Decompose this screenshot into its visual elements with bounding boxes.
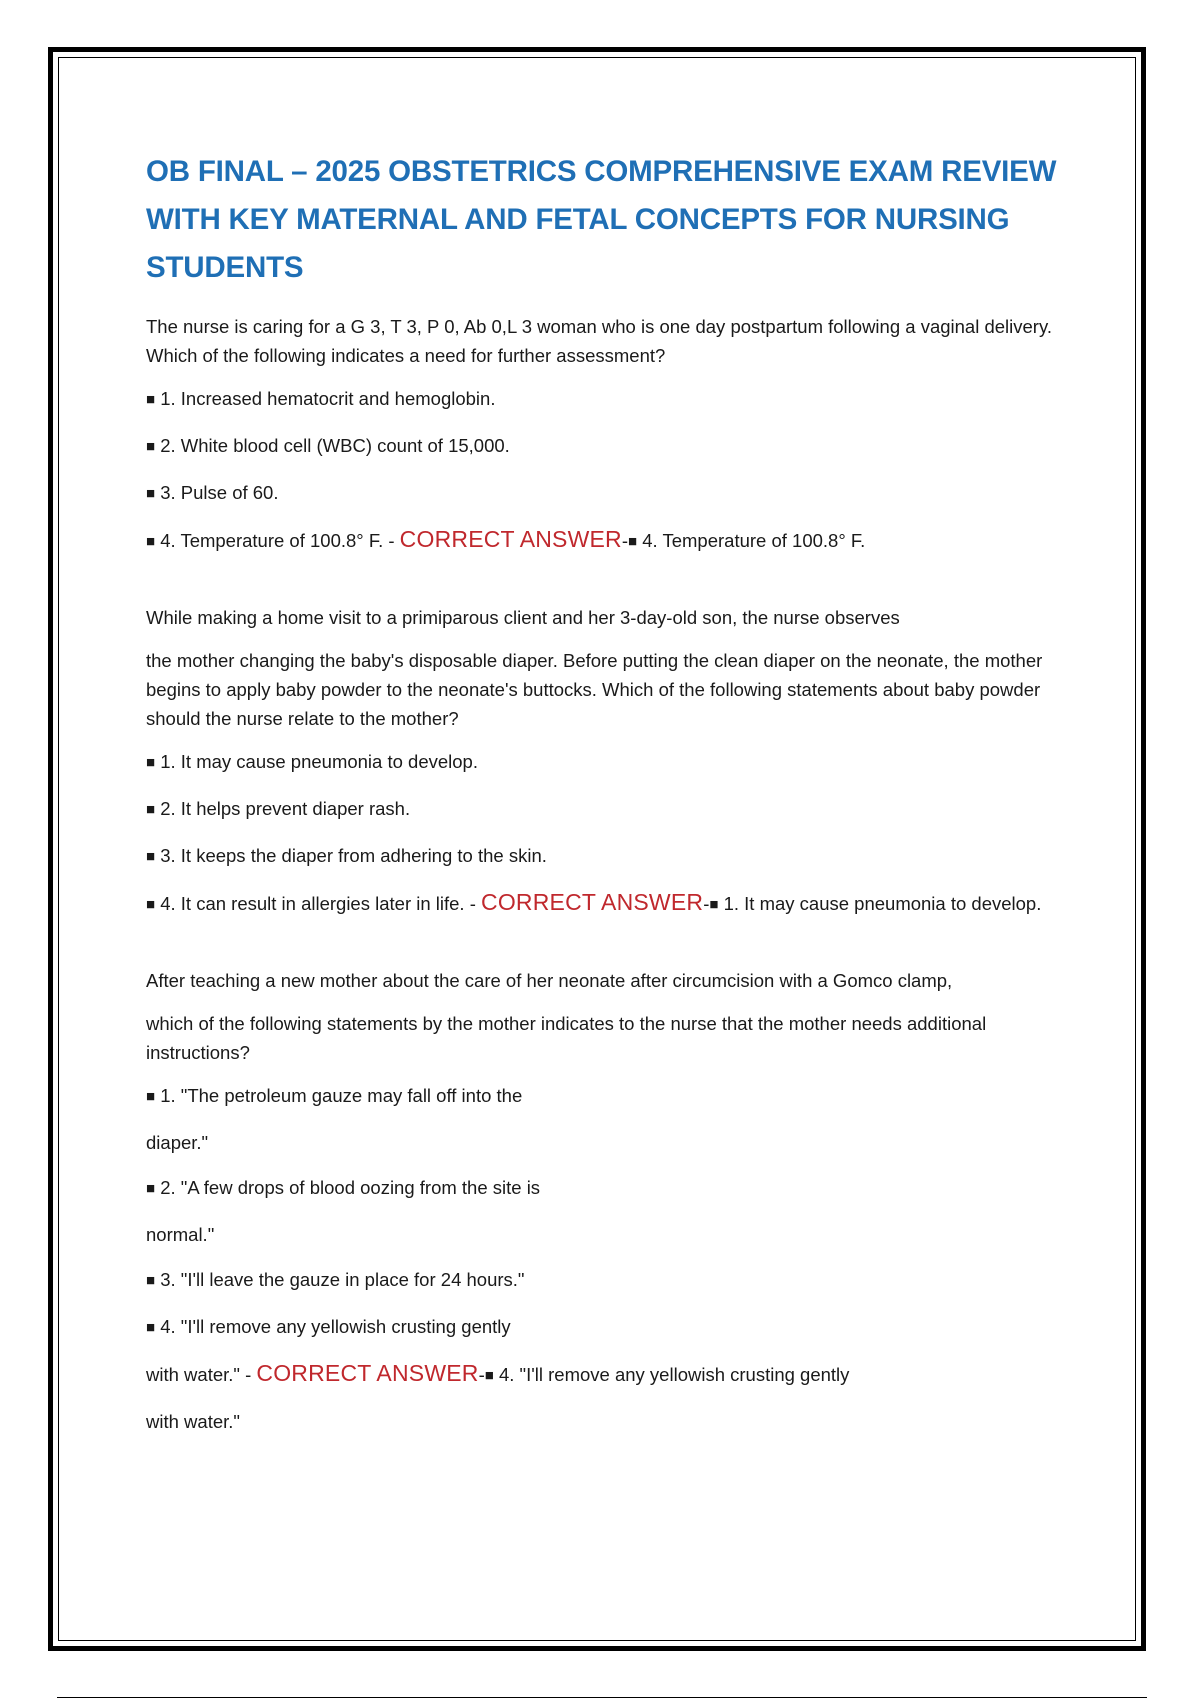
option-text: 4. "I'll remove any yellowish crusting gently [160,1316,511,1337]
correct-answer-label: CORRECT ANSWER [481,889,704,915]
question-3-stem-rest: which of the following statements by the mother indicates to the nurse that the mother needs additional instructions? [146,1013,987,1063]
answer-separator: - [703,893,710,914]
answer-text: 1. It may cause pneumonia to develop. [723,893,1042,914]
question-3-option-1-cont: diaper." [146,1132,209,1153]
question-2-option-2 [146,794,1066,825]
document-title: OB FINAL – 2025 OBSTETRICS COMPREHENSIVE EXAM REVIEW WITH KEY MATERNAL AND FETAL CONCEPTS FOR NURSING STUDENTS [146,155,1057,284]
question-1-option-1 [146,384,1066,415]
question-1-option-3 [146,478,1066,509]
option-text: 3. "I'll leave the gauze in place for 24 hours." [160,1269,525,1290]
bullet-icon: ■ [146,848,156,865]
option-text: 4. Temperature of 100.8° F. - [160,530,395,551]
correct-answer-label: CORRECT ANSWER [399,526,622,552]
document-body [146,148,1066,1452]
bullet-icon: ■ [709,896,719,913]
bullet-icon: ■ [146,754,156,771]
answer-separator: - [621,530,629,551]
question-1-stem: The nurse is caring for a G 3, T 3, P 0, Ab 0,L 3 woman who is one day postpartum following a vaginal delivery. Which of the following indicates a need for further assessment? [146,316,1052,366]
bullet-icon: ■ [146,1319,156,1336]
bullet-icon: ■ [146,1272,156,1289]
question-2-option-1 [146,747,1066,778]
bullet-icon: ■ [146,533,156,550]
answer-separator: - [478,1364,485,1385]
bullet-icon: ■ [146,801,156,818]
question-3-option-4 [146,1312,1066,1343]
answer-text: 4. Temperature of 100.8° F. [642,530,866,551]
bullet-icon: ■ [628,533,638,550]
option-text: 2. It helps prevent diaper rash. [160,798,411,819]
question-2-option-3 [146,841,1066,872]
question-3-answer-cont: with water." [146,1411,240,1432]
question-3-option-2 [146,1173,1066,1204]
question-3-option-4-cont-with-answer [146,1359,1066,1391]
question-3-option-3 [146,1265,1066,1296]
bullet-icon: ■ [146,896,156,913]
bullet-icon: ■ [146,1088,156,1105]
option-text: 4. It can result in allergies later in life. - [160,893,476,914]
question-1-option-4-with-answer [146,525,1066,557]
option-text: 1. Increased hematocrit and hemoglobin. [160,388,496,409]
page-footer-rule [57,1697,1147,1698]
bullet-icon: ■ [146,438,156,455]
option-text: 1. "The petroleum gauze may fall off into the [160,1085,523,1106]
bullet-icon: ■ [146,1180,156,1197]
question-3-stem-line-1: After teaching a new mother about the care of her neonate after circumcision with a Gomco clamp, [146,970,953,991]
option-text: with water." - [146,1364,252,1385]
option-text: 2. "A few drops of blood oozing from the site is [160,1177,541,1198]
question-2-stem-rest: the mother changing the baby's disposable diaper. Before putting the clean diaper on the neonate, the mother begins to apply baby powder to the neonate's buttocks. Which of the following statements about baby powder should the nurse relate to the mother? [146,650,1043,729]
question-2-stem-line-1: While making a home visit to a primiparous client and her 3-day-old son, the nurse observes [146,607,900,628]
correct-answer-label: CORRECT ANSWER [256,1360,479,1386]
answer-text: 4. "I'll remove any yellowish crusting gently [498,1364,850,1385]
bullet-icon: ■ [484,1367,494,1384]
question-2-option-4-with-answer [146,888,1066,920]
bullet-icon: ■ [146,391,156,408]
option-text: 3. It keeps the diaper from adhering to the skin. [160,845,547,866]
question-1-option-2 [146,431,1066,462]
bullet-icon: ■ [146,485,156,502]
option-text: 2. White blood cell (WBC) count of 15,000. [160,435,510,456]
option-text: 3. Pulse of 60. [160,482,279,503]
question-3-option-2-cont: normal." [146,1224,215,1245]
question-3-option-1 [146,1081,1066,1112]
option-text: 1. It may cause pneumonia to develop. [160,751,478,772]
